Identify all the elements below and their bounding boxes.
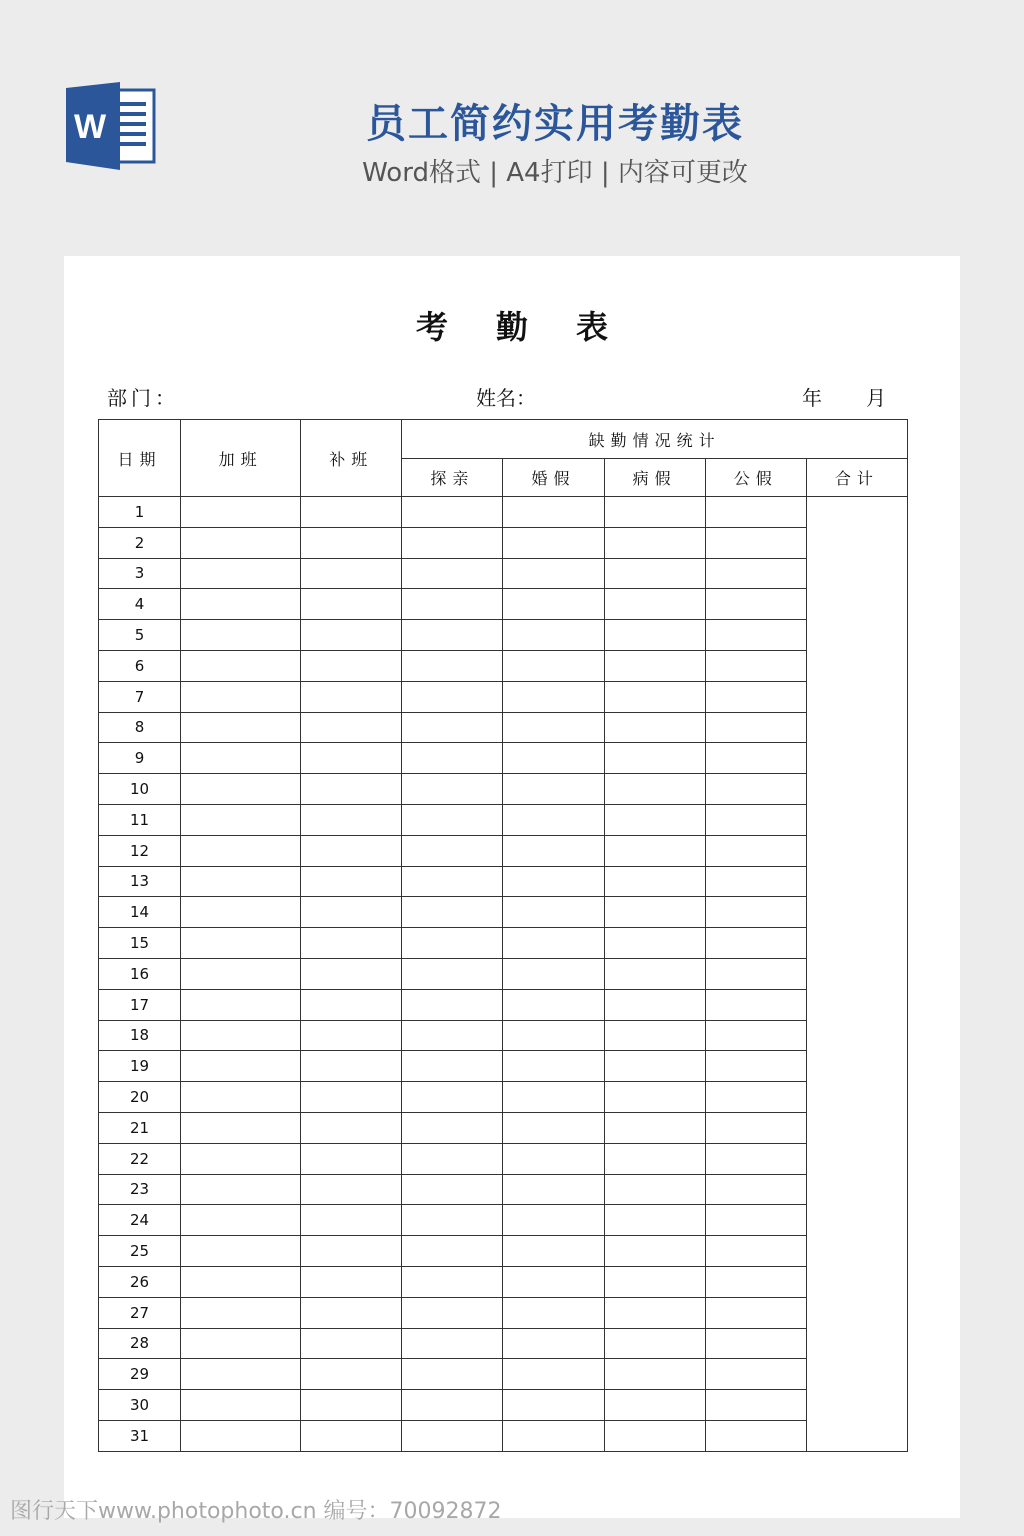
makeup-cell[interactable] xyxy=(301,804,402,835)
overtime-cell[interactable] xyxy=(181,497,301,528)
makeup-cell[interactable] xyxy=(301,1266,402,1297)
marriage-leave-cell[interactable] xyxy=(503,1174,604,1205)
overtime-cell[interactable] xyxy=(181,1390,301,1421)
day-number: 31 xyxy=(99,1420,181,1451)
makeup-cell[interactable] xyxy=(301,620,402,651)
makeup-cell[interactable] xyxy=(301,1174,402,1205)
header-makeup: 补班 xyxy=(301,420,402,497)
makeup-cell[interactable] xyxy=(301,497,402,528)
table-row xyxy=(99,1236,908,1267)
marriage-leave-cell[interactable] xyxy=(503,1420,604,1451)
table-row xyxy=(99,1359,908,1390)
marriage-leave-cell[interactable] xyxy=(503,681,604,712)
table-row xyxy=(99,897,908,928)
public-leave-cell[interactable] xyxy=(705,1359,806,1390)
overtime-cell[interactable] xyxy=(181,1420,301,1451)
home-leave-cell[interactable] xyxy=(402,743,503,774)
overtime-cell[interactable] xyxy=(181,1020,301,1051)
day-number: 1 xyxy=(99,497,181,528)
day-number: 22 xyxy=(99,1143,181,1174)
sick-leave-cell[interactable] xyxy=(604,958,705,989)
marriage-leave-cell[interactable] xyxy=(503,1236,604,1267)
marriage-leave-cell[interactable] xyxy=(503,1266,604,1297)
overtime-cell[interactable] xyxy=(181,527,301,558)
sick-leave-cell[interactable] xyxy=(604,1205,705,1236)
overtime-cell[interactable] xyxy=(181,1051,301,1082)
home-leave-cell[interactable] xyxy=(402,712,503,743)
word-logo-letter: W xyxy=(73,108,107,146)
public-leave-cell[interactable] xyxy=(705,958,806,989)
public-leave-cell[interactable] xyxy=(705,650,806,681)
overtime-cell[interactable] xyxy=(181,1205,301,1236)
public-leave-cell[interactable] xyxy=(705,743,806,774)
sick-leave-cell[interactable] xyxy=(604,1020,705,1051)
public-leave-cell[interactable] xyxy=(705,1420,806,1451)
public-leave-cell[interactable] xyxy=(705,1020,806,1051)
sick-leave-cell[interactable] xyxy=(604,1082,705,1113)
public-leave-cell[interactable] xyxy=(705,1112,806,1143)
overtime-cell[interactable] xyxy=(181,712,301,743)
table-row xyxy=(99,589,908,620)
marriage-leave-cell[interactable] xyxy=(503,620,604,651)
day-number: 26 xyxy=(99,1266,181,1297)
day-number: 3 xyxy=(99,558,181,589)
makeup-cell[interactable] xyxy=(301,712,402,743)
table-row xyxy=(99,989,908,1020)
makeup-cell[interactable] xyxy=(301,866,402,897)
public-leave-cell[interactable] xyxy=(705,589,806,620)
day-number: 29 xyxy=(99,1359,181,1390)
home-leave-cell[interactable] xyxy=(402,958,503,989)
home-leave-cell[interactable] xyxy=(402,650,503,681)
day-number: 11 xyxy=(99,804,181,835)
home-leave-cell[interactable] xyxy=(402,866,503,897)
makeup-cell[interactable] xyxy=(301,527,402,558)
header-absence-group: 缺勤情况统计 xyxy=(402,420,908,459)
day-number: 10 xyxy=(99,774,181,805)
day-number: 12 xyxy=(99,835,181,866)
marriage-leave-cell[interactable] xyxy=(503,804,604,835)
overtime-cell[interactable] xyxy=(181,620,301,651)
home-leave-cell[interactable] xyxy=(402,1359,503,1390)
table-row xyxy=(99,1420,908,1451)
attendance-table xyxy=(98,419,908,1452)
year-label: 年 xyxy=(802,386,822,410)
overtime-cell[interactable] xyxy=(181,928,301,959)
overtime-cell[interactable] xyxy=(181,958,301,989)
sick-leave-cell[interactable] xyxy=(604,681,705,712)
makeup-cell[interactable] xyxy=(301,1328,402,1359)
sick-leave-cell[interactable] xyxy=(604,743,705,774)
makeup-cell[interactable] xyxy=(301,958,402,989)
home-leave-cell[interactable] xyxy=(402,1051,503,1082)
marriage-leave-cell[interactable] xyxy=(503,989,604,1020)
day-number: 18 xyxy=(99,1020,181,1051)
overtime-cell[interactable] xyxy=(181,897,301,928)
day-number: 6 xyxy=(99,650,181,681)
home-leave-cell[interactable] xyxy=(402,1205,503,1236)
home-leave-cell[interactable] xyxy=(402,681,503,712)
sick-leave-cell[interactable] xyxy=(604,620,705,651)
day-number: 7 xyxy=(99,681,181,712)
day-number: 9 xyxy=(99,743,181,774)
table-row xyxy=(99,620,908,651)
public-leave-cell[interactable] xyxy=(705,712,806,743)
marriage-leave-cell[interactable] xyxy=(503,866,604,897)
public-leave-cell[interactable] xyxy=(705,527,806,558)
sick-leave-cell[interactable] xyxy=(604,497,705,528)
marriage-leave-cell[interactable] xyxy=(503,1390,604,1421)
day-number: 23 xyxy=(99,1174,181,1205)
home-leave-cell[interactable] xyxy=(402,1112,503,1143)
sick-leave-cell[interactable] xyxy=(604,835,705,866)
day-number: 25 xyxy=(99,1236,181,1267)
makeup-cell[interactable] xyxy=(301,928,402,959)
department-label: 部门： xyxy=(107,386,179,410)
makeup-cell[interactable] xyxy=(301,681,402,712)
makeup-cell[interactable] xyxy=(301,1082,402,1113)
home-leave-cell[interactable] xyxy=(402,620,503,651)
public-leave-cell[interactable] xyxy=(705,804,806,835)
home-leave-cell[interactable] xyxy=(402,1297,503,1328)
home-leave-cell[interactable] xyxy=(402,989,503,1020)
public-leave-cell[interactable] xyxy=(705,1266,806,1297)
sick-leave-cell[interactable] xyxy=(604,1420,705,1451)
table-row xyxy=(99,681,908,712)
overtime-cell[interactable] xyxy=(181,866,301,897)
home-leave-cell[interactable] xyxy=(402,1020,503,1051)
overtime-cell[interactable] xyxy=(181,1297,301,1328)
overtime-cell[interactable] xyxy=(181,804,301,835)
sick-leave-cell[interactable] xyxy=(604,650,705,681)
table-row xyxy=(99,743,908,774)
overtime-cell[interactable] xyxy=(181,1328,301,1359)
marriage-leave-cell[interactable] xyxy=(503,1359,604,1390)
table-row xyxy=(99,650,908,681)
public-leave-cell[interactable] xyxy=(705,897,806,928)
overtime-cell[interactable] xyxy=(181,589,301,620)
sick-leave-cell[interactable] xyxy=(604,1143,705,1174)
sick-leave-cell[interactable] xyxy=(604,1328,705,1359)
sick-leave-cell[interactable] xyxy=(604,989,705,1020)
home-leave-cell[interactable] xyxy=(402,1420,503,1451)
day-number: 5 xyxy=(99,620,181,651)
table-row xyxy=(99,1143,908,1174)
day-number: 16 xyxy=(99,958,181,989)
day-number: 21 xyxy=(99,1112,181,1143)
overtime-cell[interactable] xyxy=(181,743,301,774)
table-row xyxy=(99,835,908,866)
public-leave-cell[interactable] xyxy=(705,1143,806,1174)
makeup-cell[interactable] xyxy=(301,897,402,928)
public-leave-cell[interactable] xyxy=(705,1390,806,1421)
makeup-cell[interactable] xyxy=(301,1051,402,1082)
makeup-cell[interactable] xyxy=(301,1359,402,1390)
day-number: 28 xyxy=(99,1328,181,1359)
word-app-icon xyxy=(64,82,156,170)
banner-subtitle: Word格式 | A4打印 | 内容可更改 xyxy=(362,158,748,188)
home-leave-cell[interactable] xyxy=(402,527,503,558)
overtime-cell[interactable] xyxy=(181,1082,301,1113)
overtime-cell[interactable] xyxy=(181,989,301,1020)
home-leave-cell[interactable] xyxy=(402,1328,503,1359)
total-cell[interactable] xyxy=(806,497,907,1452)
home-leave-cell[interactable] xyxy=(402,1236,503,1267)
table-row xyxy=(99,1205,908,1236)
marriage-leave-cell[interactable] xyxy=(503,774,604,805)
overtime-cell[interactable] xyxy=(181,558,301,589)
makeup-cell[interactable] xyxy=(301,1143,402,1174)
marriage-leave-cell[interactable] xyxy=(503,1205,604,1236)
marriage-leave-cell[interactable] xyxy=(503,743,604,774)
sick-leave-cell[interactable] xyxy=(604,1266,705,1297)
day-number: 20 xyxy=(99,1082,181,1113)
makeup-cell[interactable] xyxy=(301,743,402,774)
marriage-leave-cell[interactable] xyxy=(503,958,604,989)
sick-leave-cell[interactable] xyxy=(604,928,705,959)
name-label: 姓名： xyxy=(476,386,536,410)
table-row xyxy=(99,1174,908,1205)
marriage-leave-cell[interactable] xyxy=(503,928,604,959)
header-public-leave: 公假 xyxy=(705,459,806,497)
marriage-leave-cell[interactable] xyxy=(503,527,604,558)
day-number: 4 xyxy=(99,589,181,620)
marriage-leave-cell[interactable] xyxy=(503,1297,604,1328)
makeup-cell[interactable] xyxy=(301,1205,402,1236)
watermark: 图行天下www.photophoto.cn 编号：70092872 xyxy=(10,1499,502,1524)
table-row xyxy=(99,712,908,743)
public-leave-cell[interactable] xyxy=(705,928,806,959)
day-number: 8 xyxy=(99,712,181,743)
overtime-cell[interactable] xyxy=(181,1143,301,1174)
public-leave-cell[interactable] xyxy=(705,620,806,651)
marriage-leave-cell[interactable] xyxy=(503,897,604,928)
public-leave-cell[interactable] xyxy=(705,1051,806,1082)
home-leave-cell[interactable] xyxy=(402,774,503,805)
makeup-cell[interactable] xyxy=(301,589,402,620)
home-leave-cell[interactable] xyxy=(402,897,503,928)
makeup-cell[interactable] xyxy=(301,1390,402,1421)
header-marriage-leave: 婚假 xyxy=(503,459,604,497)
makeup-cell[interactable] xyxy=(301,1236,402,1267)
overtime-cell[interactable] xyxy=(181,1236,301,1267)
marriage-leave-cell[interactable] xyxy=(503,1112,604,1143)
day-number: 14 xyxy=(99,897,181,928)
table-row xyxy=(99,1051,908,1082)
marriage-leave-cell[interactable] xyxy=(503,1143,604,1174)
public-leave-cell[interactable] xyxy=(705,1205,806,1236)
public-leave-cell[interactable] xyxy=(705,774,806,805)
public-leave-cell[interactable] xyxy=(705,1297,806,1328)
marriage-leave-cell[interactable] xyxy=(503,589,604,620)
header-total: 合计 xyxy=(806,459,907,497)
table-row xyxy=(99,497,908,528)
overtime-cell[interactable] xyxy=(181,650,301,681)
overtime-cell[interactable] xyxy=(181,1112,301,1143)
day-number: 2 xyxy=(99,527,181,558)
sick-leave-cell[interactable] xyxy=(604,804,705,835)
table-row xyxy=(99,1082,908,1113)
makeup-cell[interactable] xyxy=(301,989,402,1020)
public-leave-cell[interactable] xyxy=(705,866,806,897)
public-leave-cell[interactable] xyxy=(705,497,806,528)
public-leave-cell[interactable] xyxy=(705,1082,806,1113)
marriage-leave-cell[interactable] xyxy=(503,1051,604,1082)
header-home-leave: 探亲 xyxy=(402,459,503,497)
sick-leave-cell[interactable] xyxy=(604,712,705,743)
overtime-cell[interactable] xyxy=(181,1359,301,1390)
marriage-leave-cell[interactable] xyxy=(503,1020,604,1051)
day-number: 13 xyxy=(99,866,181,897)
month-label: 月 xyxy=(866,386,886,410)
header-sick-leave: 病假 xyxy=(604,459,705,497)
day-number: 30 xyxy=(99,1390,181,1421)
home-leave-cell[interactable] xyxy=(402,835,503,866)
makeup-cell[interactable] xyxy=(301,1112,402,1143)
public-leave-cell[interactable] xyxy=(705,558,806,589)
marriage-leave-cell[interactable] xyxy=(503,558,604,589)
table-row xyxy=(99,866,908,897)
sick-leave-cell[interactable] xyxy=(604,527,705,558)
overtime-cell[interactable] xyxy=(181,774,301,805)
makeup-cell[interactable] xyxy=(301,835,402,866)
public-leave-cell[interactable] xyxy=(705,1236,806,1267)
public-leave-cell[interactable] xyxy=(705,1174,806,1205)
public-leave-cell[interactable] xyxy=(705,1328,806,1359)
day-number: 27 xyxy=(99,1297,181,1328)
marriage-leave-cell[interactable] xyxy=(503,835,604,866)
sick-leave-cell[interactable] xyxy=(604,1174,705,1205)
sick-leave-cell[interactable] xyxy=(604,1236,705,1267)
public-leave-cell[interactable] xyxy=(705,835,806,866)
sick-leave-cell[interactable] xyxy=(604,897,705,928)
makeup-cell[interactable] xyxy=(301,774,402,805)
makeup-cell[interactable] xyxy=(301,1420,402,1451)
table-row xyxy=(99,1390,908,1421)
makeup-cell[interactable] xyxy=(301,558,402,589)
table-row xyxy=(99,1020,908,1051)
table-row xyxy=(99,1297,908,1328)
day-number: 15 xyxy=(99,928,181,959)
public-leave-cell[interactable] xyxy=(705,989,806,1020)
sick-leave-cell[interactable] xyxy=(604,589,705,620)
day-number: 24 xyxy=(99,1205,181,1236)
sick-leave-cell[interactable] xyxy=(604,1390,705,1421)
home-leave-cell[interactable] xyxy=(402,1174,503,1205)
sick-leave-cell[interactable] xyxy=(604,1112,705,1143)
banner-title: 员工简约实用考勤表 xyxy=(366,101,744,147)
marriage-leave-cell[interactable] xyxy=(503,1082,604,1113)
home-leave-cell[interactable] xyxy=(402,928,503,959)
makeup-cell[interactable] xyxy=(301,1297,402,1328)
makeup-cell[interactable] xyxy=(301,650,402,681)
sick-leave-cell[interactable] xyxy=(604,1359,705,1390)
marriage-leave-cell[interactable] xyxy=(503,1328,604,1359)
overtime-cell[interactable] xyxy=(181,1266,301,1297)
public-leave-cell[interactable] xyxy=(705,681,806,712)
sick-leave-cell[interactable] xyxy=(604,774,705,805)
day-number: 17 xyxy=(99,989,181,1020)
table-row xyxy=(99,558,908,589)
marriage-leave-cell[interactable] xyxy=(503,497,604,528)
table-row xyxy=(99,804,908,835)
table-row xyxy=(99,774,908,805)
day-number: 19 xyxy=(99,1051,181,1082)
header-date: 日期 xyxy=(99,420,181,497)
table-row xyxy=(99,1328,908,1359)
table-row xyxy=(99,527,908,558)
home-leave-cell[interactable] xyxy=(402,497,503,528)
home-leave-cell[interactable] xyxy=(402,1143,503,1174)
document-title: 考勤表 xyxy=(415,308,656,346)
makeup-cell[interactable] xyxy=(301,1020,402,1051)
home-leave-cell[interactable] xyxy=(402,1266,503,1297)
marriage-leave-cell[interactable] xyxy=(503,650,604,681)
home-leave-cell[interactable] xyxy=(402,804,503,835)
table-row xyxy=(99,928,908,959)
sick-leave-cell[interactable] xyxy=(604,1297,705,1328)
table-row xyxy=(99,1266,908,1297)
sick-leave-cell[interactable] xyxy=(604,866,705,897)
sick-leave-cell[interactable] xyxy=(604,558,705,589)
overtime-cell[interactable] xyxy=(181,1174,301,1205)
home-leave-cell[interactable] xyxy=(402,1390,503,1421)
table-row xyxy=(99,1112,908,1143)
home-leave-cell[interactable] xyxy=(402,558,503,589)
overtime-cell[interactable] xyxy=(181,835,301,866)
home-leave-cell[interactable] xyxy=(402,589,503,620)
header-overtime: 加班 xyxy=(181,420,301,497)
overtime-cell[interactable] xyxy=(181,681,301,712)
sick-leave-cell[interactable] xyxy=(604,1051,705,1082)
marriage-leave-cell[interactable] xyxy=(503,712,604,743)
table-row xyxy=(99,958,908,989)
home-leave-cell[interactable] xyxy=(402,1082,503,1113)
